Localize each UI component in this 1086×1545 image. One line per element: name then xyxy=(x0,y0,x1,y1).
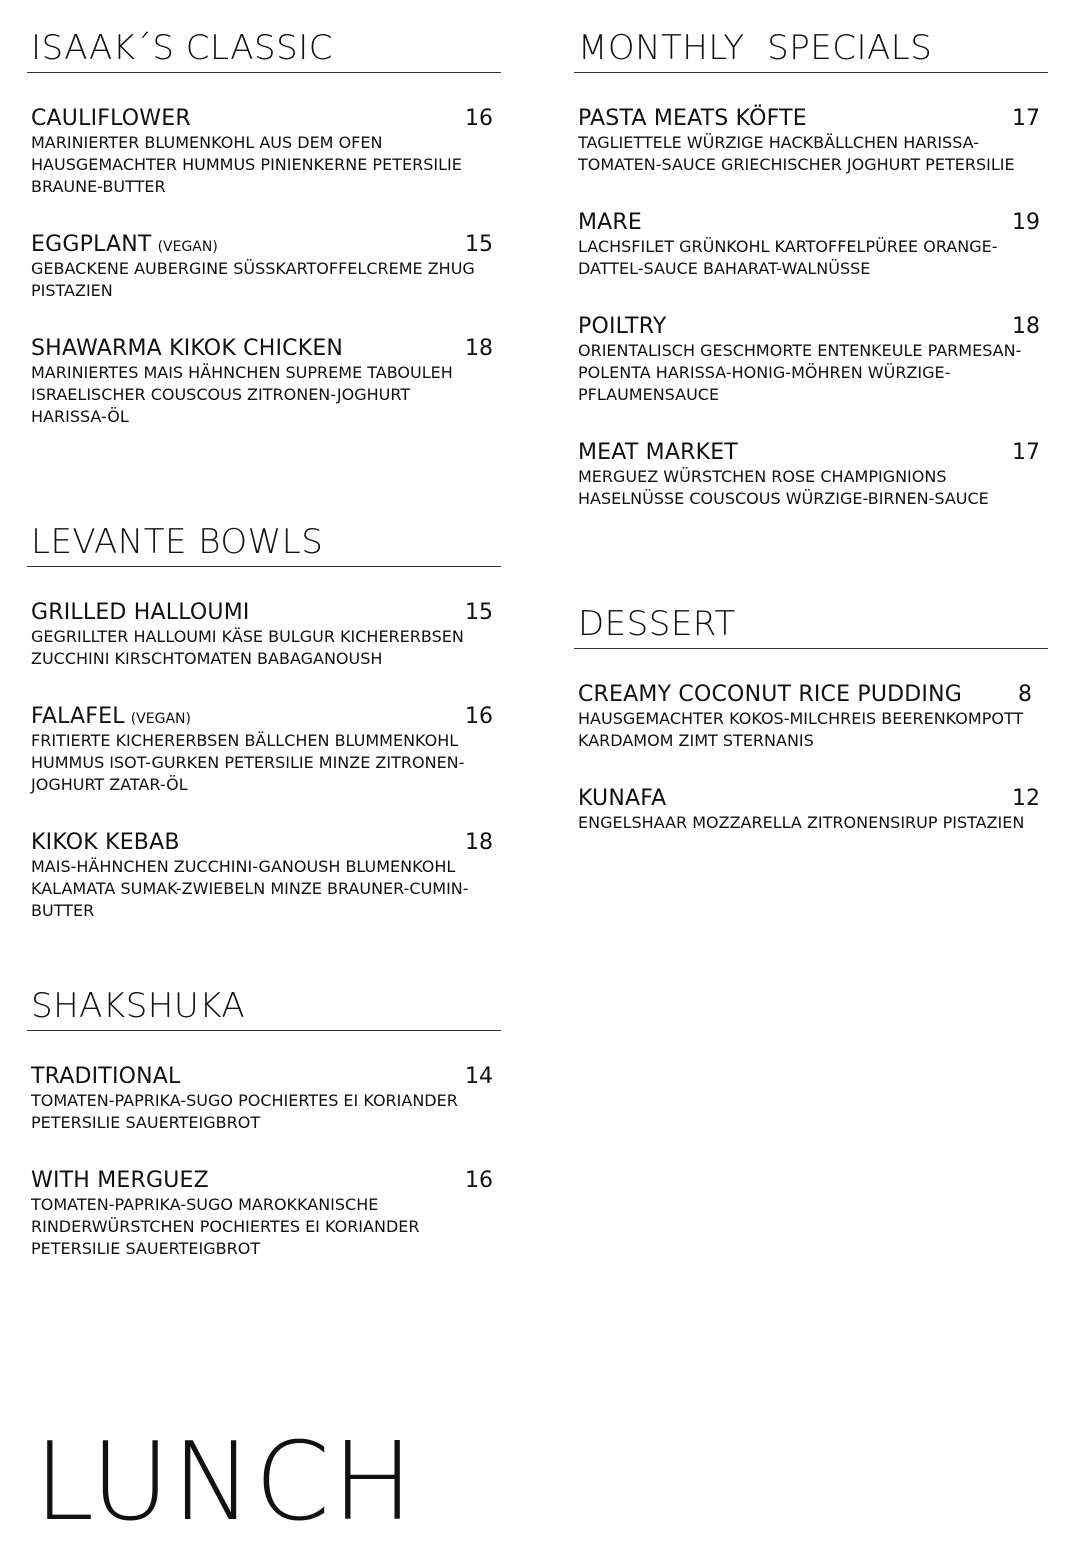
section-divider xyxy=(27,566,501,567)
item-price: 17 xyxy=(1012,440,1040,465)
item-price: 17 xyxy=(1012,106,1040,131)
item-description: MERGUEZ WÜRSTCHEN ROSE CHAMPIGNIONS HASELNÜSSE COUSCOUS WÜRZIGE-BIRNEN-SAUCE xyxy=(578,467,989,508)
menu-item-poiltry xyxy=(578,314,1044,406)
section-divider xyxy=(574,648,1048,649)
menu-item-creamy-coconut-rice-pudding xyxy=(578,682,1044,752)
item-name: CREAMY COCONUT RICE PUDDING xyxy=(578,682,963,707)
item-name: KIKOK KEBAB xyxy=(31,830,180,855)
item-description: GEGRILLTER HALLOUMI KÄSE BULGUR KICHERERBSEN ZUCCHINI KIRSCHTOMATEN BABAGANOUSH xyxy=(31,627,464,668)
item-name: PASTA MEATS KÖFTE xyxy=(578,106,807,131)
menu-item-cauliflower xyxy=(31,106,497,198)
item-price: 16 xyxy=(465,704,493,729)
section-monthly-specials xyxy=(574,28,1048,73)
item-description: FRITIERTE KICHERERBSEN BÄLLCHEN BLUMMENKOHL HUMMUS ISOT-GURKEN PETERSILIE MINZE ZITRONEN-JOGHURT ZATAR-ÖL xyxy=(31,731,465,794)
section-title: ISAAK´S CLASSIC xyxy=(31,28,333,68)
item-name: KUNAFA xyxy=(578,786,667,811)
item-description: HAUSGEMACHTER KOKOS-MILCHREIS BEERENKOMPOTT KARDAMOM ZIMT STERNANIS xyxy=(578,709,1024,750)
item-price: 15 xyxy=(465,232,493,257)
item-price: 14 xyxy=(465,1064,493,1089)
section-divider xyxy=(27,1030,501,1031)
item-price: 16 xyxy=(465,106,493,131)
item-name: EGGPLANT xyxy=(31,232,152,257)
item-name: MARE xyxy=(578,210,643,235)
item-description: ORIENTALISCH GESCHMORTE ENTENKEULE PARMESAN-POLENTA HARISSA-HONIG-MÖHREN WÜRZIGE-PFLAUMENSAUCE xyxy=(578,341,1022,404)
menu-item-traditional xyxy=(31,1064,497,1134)
section-title: MONTHLY SPECIALS xyxy=(578,28,933,68)
item-price: 15 xyxy=(465,600,493,625)
section-dessert xyxy=(574,604,1048,649)
menu-item-shawarma-kikok-chicken xyxy=(31,336,497,428)
item-note: (VEGAN) xyxy=(130,711,191,727)
item-description: GEBACKENE AUBERGINE SÜSSKARTOFFELCREME ZHUG PISTAZIEN xyxy=(31,259,475,300)
section-isaaks-classic xyxy=(27,28,501,73)
item-description: MARINIERTES MAIS HÄHNCHEN SUPREME TABOULEH ISRAELISCHER COUSCOUS ZITRONEN-JOGHURT HARISSA-ÖL xyxy=(31,363,453,426)
section-divider xyxy=(574,72,1048,73)
lunch-heading: LUNCH xyxy=(34,1420,416,1545)
item-description: MARINIERTER BLUMENKOHL AUS DEM OFEN HAUSGEMACHTER HUMMUS PINIENKERNE PETERSILIE BRAUNE-BUTTER xyxy=(31,133,462,196)
menu-item-pasta-meats-kofte xyxy=(578,106,1044,176)
menu-item-meat-market xyxy=(578,440,1044,510)
section-title: SHAKSHUKA xyxy=(31,986,246,1026)
item-description: TOMATEN-PAPRIKA-SUGO POCHIERTES EI KORIANDER PETERSILIE SAUERTEIGBROT xyxy=(31,1091,458,1132)
item-description: LACHSFILET GRÜNKOHL KARTOFFELPÜREE ORANGE-DATTEL-SAUCE BAHARAT-WALNÜSSE xyxy=(578,237,998,278)
menu-item-grilled-halloumi xyxy=(31,600,497,670)
section-divider xyxy=(27,72,501,73)
item-name: POILTRY xyxy=(578,314,667,339)
item-price: 19 xyxy=(1012,210,1040,235)
item-name: MEAT MARKET xyxy=(578,440,738,465)
item-price: 8 xyxy=(1018,682,1032,707)
section-levante-bowls xyxy=(27,522,501,567)
item-name: SHAWARMA KIKOK CHICKEN xyxy=(31,336,344,361)
item-price: 18 xyxy=(1012,314,1040,339)
menu-item-with-merguez xyxy=(31,1168,497,1260)
item-description: TAGLIETTELE WÜRZIGE HACKBÄLLCHEN HARISSA-TOMATEN-SAUCE GRIECHISCHER JOGHURT PETERSILIE xyxy=(578,133,1015,174)
menu-item-eggplant xyxy=(31,232,497,302)
item-description: MAIS-HÄHNCHEN ZUCCHINI-GANOUSH BLUMENKOHL KALAMATA SUMAK-ZWIEBELN MINZE BRAUNER-CUMIN-BUTTER xyxy=(31,857,469,920)
item-price: 18 xyxy=(465,336,493,361)
item-name: WITH MERGUEZ xyxy=(31,1168,209,1193)
section-shakshuka xyxy=(27,986,501,1031)
item-price: 18 xyxy=(465,830,493,855)
item-name: TRADITIONAL xyxy=(31,1064,181,1089)
menu-item-falafel xyxy=(31,704,497,796)
item-description: TOMATEN-PAPRIKA-SUGO MAROKKANISCHE RINDERWÜRSTCHEN POCHIERTES EI KORIANDER PETERSILIE SAUERTEIGBROT xyxy=(31,1195,420,1258)
section-title: DESSERT xyxy=(578,604,736,644)
item-price: 12 xyxy=(1012,786,1040,811)
item-description: ENGELSHAAR MOZZARELLA ZITRONENSIRUP PISTAZIEN xyxy=(578,813,1025,832)
item-price: 16 xyxy=(465,1168,493,1193)
section-title: LEVANTE BOWLS xyxy=(31,522,324,562)
menu-item-mare xyxy=(578,210,1044,280)
menu-item-kunafa xyxy=(578,786,1044,834)
item-name: FALAFEL xyxy=(31,704,125,729)
item-name: GRILLED HALLOUMI xyxy=(31,600,250,625)
item-note: (VEGAN) xyxy=(157,239,218,255)
item-name: CAULIFLOWER xyxy=(31,106,191,131)
menu-item-kikok-kebab xyxy=(31,830,497,922)
